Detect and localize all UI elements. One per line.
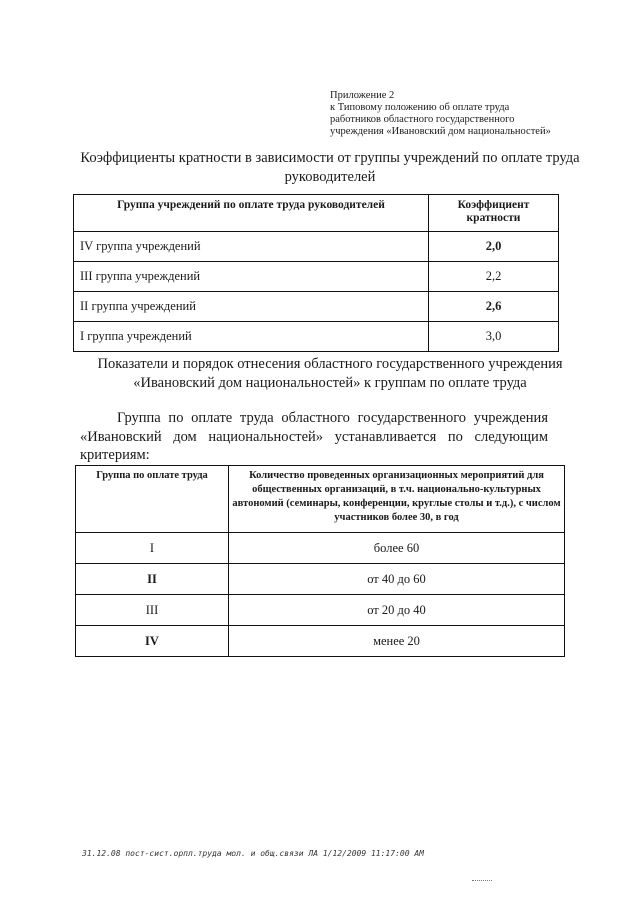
table-header-row (74, 195, 559, 232)
appendix-note (330, 90, 630, 138)
coefficient-cell: 3,0 (429, 322, 559, 352)
table-row (76, 533, 565, 564)
table-row (76, 626, 565, 657)
group-cell: III группа учреждений (74, 262, 429, 292)
table-row (76, 595, 565, 626)
criteria-table (75, 465, 565, 657)
footer-file-info: 31.12.08 пост-сист.орпл.труда мол. и общ.связи ЛА 1/12/2009 11:17:00 AM (82, 849, 424, 858)
appendix-line: Приложение 2 (330, 90, 395, 101)
events-count-cell: более 60 (229, 533, 565, 564)
column-header-events-count: Количество проведенных организационных мероприятий для общественных организаций, в т.ч. национально-культурных автономий (семинары, конференции, круглые столы и т.д.), с числом участников более 30, в год (229, 466, 565, 533)
table-row (74, 262, 559, 292)
table-row (74, 292, 559, 322)
appendix-line: работников областного государственного (330, 114, 515, 125)
pay-group-cell: I (76, 533, 229, 564)
events-count-cell: менее 20 (229, 626, 565, 657)
coefficient-cell: 2,0 (429, 232, 559, 262)
pay-group-cell: II (76, 564, 229, 595)
page-mark (472, 880, 492, 881)
column-header-coefficient: Коэффициент кратности (429, 195, 559, 232)
table-header-row (76, 466, 565, 533)
table-row (74, 232, 559, 262)
coefficient-cell: 2,2 (429, 262, 559, 292)
column-header-group: Группа учреждений по оплате труда руководителей (74, 195, 429, 232)
group-cell: II группа учреждений (74, 292, 429, 322)
table-row (74, 322, 559, 352)
column-header-pay-group: Группа по оплате труда (76, 466, 229, 533)
appendix-line: учреждения «Ивановский дом национальностей» (330, 126, 551, 137)
coefficients-table (73, 194, 559, 352)
group-cell: IV группа учреждений (74, 232, 429, 262)
criteria-title: Показатели и порядок отнесения областного государственного учреждения «Ивановский дом национальностей» к группам по оплате труда (97, 356, 563, 391)
pay-group-cell: IV (76, 626, 229, 657)
table-row (76, 564, 565, 595)
appendix-line: к Типовому положению об оплате труда (330, 102, 510, 113)
coefficients-title: Коэффициенты кратности в зависимости от группы учреждений по оплате труда руководителей (80, 150, 580, 185)
criteria-paragraph: Группа по оплате труда областного государственного учреждения «Ивановский дом национальностей» устанавливается по следующим критериям: (80, 410, 548, 463)
events-count-cell: от 20 до 40 (229, 595, 565, 626)
events-count-cell: от 40 до 60 (229, 564, 565, 595)
pay-group-cell: III (76, 595, 229, 626)
group-cell: I группа учреждений (74, 322, 429, 352)
coefficient-cell: 2,6 (429, 292, 559, 322)
